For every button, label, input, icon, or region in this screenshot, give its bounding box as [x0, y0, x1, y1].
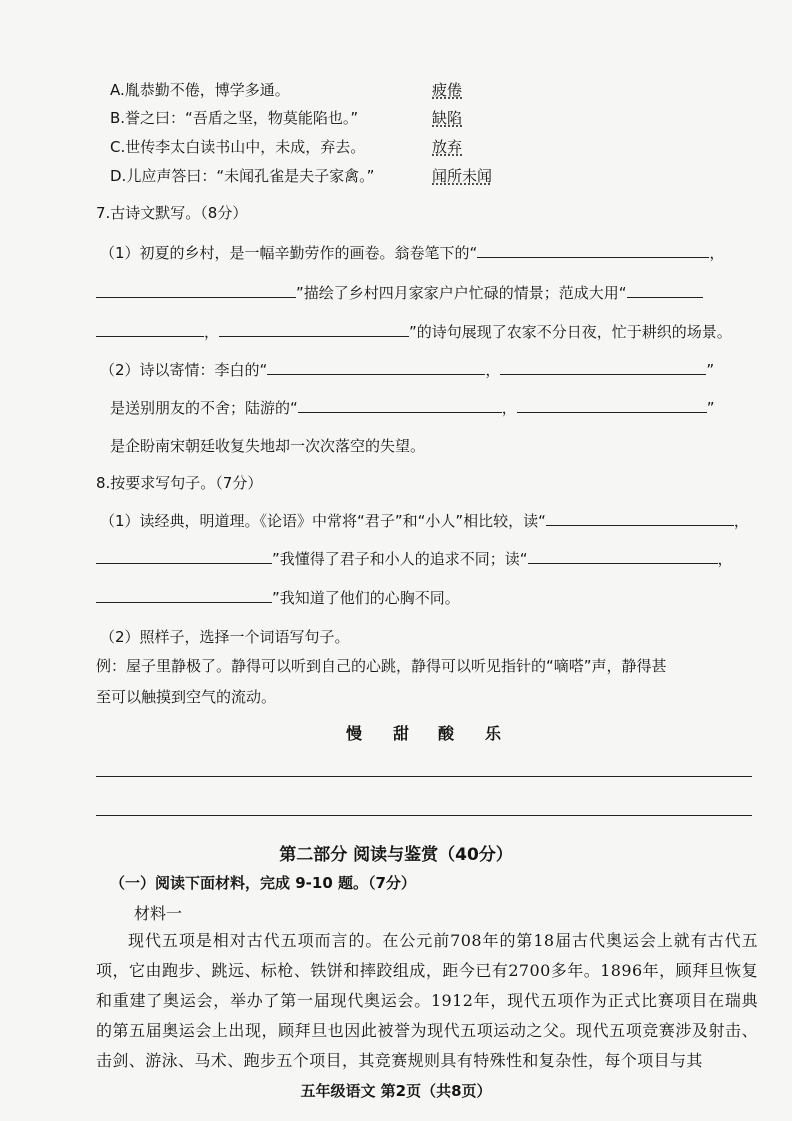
q7-line-1-text: （1）初夏的乡村，是一幅辛勤劳作的画卷。翁卷笔下的“ [100, 244, 478, 262]
q7-line-3 [96, 322, 732, 342]
q6-option-c [110, 137, 365, 157]
part2-heading: 第二部分 阅读与鉴赏（40分） [279, 845, 513, 865]
q8-word-3: 酸 [438, 724, 455, 743]
q7-line-5-text: 是送别朋友的不舍；陆游的“ [110, 399, 298, 417]
q8-example-text-2: 至可以触摸到空气的流动。 [96, 688, 277, 706]
q8-line-1-end: ， [733, 512, 749, 530]
q6-option-d-gloss-text: 闻所未闻 [432, 167, 493, 185]
q7-line-2 [96, 283, 703, 303]
q7-line-5-end: ” [706, 399, 715, 417]
q6-option-d [110, 166, 374, 186]
q6-option-d-text: D.儿应声答曰：“未闻孔雀是夫子家禽。” [110, 167, 375, 185]
q7-line-5-comma: ， [501, 399, 517, 417]
q7-line-6-text: 是企盼南宋朝廷收复失地却一次次落空的失望。 [110, 437, 426, 455]
q8-line-2 [96, 549, 733, 569]
q8-line-4 [100, 627, 350, 647]
q8-example-line-1 [96, 656, 667, 676]
q7-blank-7[interactable] [500, 360, 706, 375]
q7-line-4 [100, 360, 714, 380]
q7-blank-5[interactable] [219, 322, 409, 337]
q8-line-2-end: ， [717, 550, 733, 568]
q8-line-4-text: （2）照样子，选择一个词语写句子。 [100, 628, 350, 646]
q6-option-c-text: C.世传李太白读书山中，未成，弃去。 [110, 138, 366, 156]
material-title [134, 904, 182, 924]
q7-line-4-end: ” [706, 361, 715, 379]
q7-blank-8[interactable] [298, 398, 502, 413]
q8-word-1: 慢 [346, 724, 363, 743]
q7-line-3-text: ”的诗句展现了农家不分日夜，忙于耕织的场景。 [409, 323, 732, 341]
q8-word-2: 甜 [393, 724, 410, 743]
q6-option-b-gloss [432, 108, 462, 128]
q7-blank-9[interactable] [517, 398, 707, 413]
q7-blank-6[interactable] [267, 360, 485, 375]
q7-title [96, 203, 247, 223]
part2-section-title [110, 873, 416, 893]
q6-option-a-gloss [432, 80, 462, 100]
q6-option-c-gloss [432, 137, 462, 157]
q7-blank-2[interactable] [96, 283, 296, 298]
q7-line-1 [100, 243, 724, 263]
q7-blank-4[interactable] [96, 322, 204, 337]
q6-option-b-text: B.誉之曰：“吾盾之坚，物莫能陷也。” [110, 109, 359, 127]
q8-blank-4[interactable] [96, 588, 272, 603]
q7-line-2-text: ”描绘了乡村四月家家户户忙碌的情景；范成大用“ [296, 284, 627, 302]
q7-line-4-text: （2）诗以寄情：李白的“ [100, 361, 268, 379]
q8-example-line-2 [96, 687, 276, 707]
q7-blank-1[interactable] [477, 243, 709, 258]
q8-title [96, 473, 262, 493]
q6-option-c-gloss-text: 放弃 [432, 138, 463, 156]
q6-option-a [110, 80, 290, 100]
q7-line-3-comma: ， [204, 323, 220, 341]
q8-line-2-text: ”我懂得了君子和小人的追求不同；读“ [272, 550, 528, 568]
q6-option-a-text: A.胤恭勤不倦，博学多通。 [110, 81, 290, 99]
q8-answer-line-2[interactable] [96, 815, 752, 816]
q6-option-b-gloss-text: 缺陷 [432, 109, 463, 127]
q8-line-3 [96, 588, 460, 608]
q8-blank-2[interactable] [96, 549, 272, 564]
q7-line-4-comma: ， [485, 361, 501, 379]
material-title-text: 材料一 [134, 904, 183, 923]
part2-section-text: （一）阅读下面材料，完成 9-10 题。（7分） [110, 874, 416, 892]
q8-line-1 [100, 511, 749, 531]
q8-answer-line-1[interactable] [96, 776, 752, 777]
q7-title-text: 7.古诗文默写。（8分） [96, 204, 248, 222]
q8-blank-3[interactable] [528, 549, 718, 564]
q6-option-b [110, 108, 358, 128]
q7-line-1-end: ， [709, 244, 725, 262]
q6-option-d-gloss [432, 166, 492, 186]
q7-line-6 [110, 436, 425, 456]
q8-title-text: 8.按要求写句子。（7分） [96, 474, 263, 492]
q8-word-4: 乐 [485, 724, 502, 743]
q6-option-a-gloss-text: 疲倦 [432, 81, 463, 99]
material-paragraph: 现代五项是相对古代五项而言的。在公元前708年的第18届古代奥运会上就有古代五项，它由跑步、跳远、标枪、铁饼和摔跤组成，距今已有2700多年。1896年，顾拜旦恢复和重建了奥运会，举办了第一届现代奥运会。1912年，现代五项作为正式比赛项目在瑞典的第五届奥运会上出现，顾拜旦也因此被誉为现代五项运动之父。现代五项竞赛涉及射击、击剑、游泳、马术、跑步五个项目，其竞赛规则具有特殊性和复杂性，每个项目与其 [96, 931, 758, 1070]
q7-line-5 [110, 398, 715, 418]
q8-example-text-1: 例：屋子里静极了。静得可以听到自己的心跳，静得可以听见指针的“嘀嗒”声，静得甚 [96, 657, 667, 675]
q7-blank-3[interactable] [627, 283, 703, 298]
q8-line-1-text: （1）读经典，明道理。《论语》中常将“君子”和“小人”相比较，读“ [100, 512, 546, 530]
q8-line-3-text: ”我知道了他们的心胸不同。 [272, 589, 460, 607]
q8-blank-1[interactable] [546, 511, 734, 526]
page-footer: 五年级语文 第2页（共8页） [300, 1082, 492, 1100]
